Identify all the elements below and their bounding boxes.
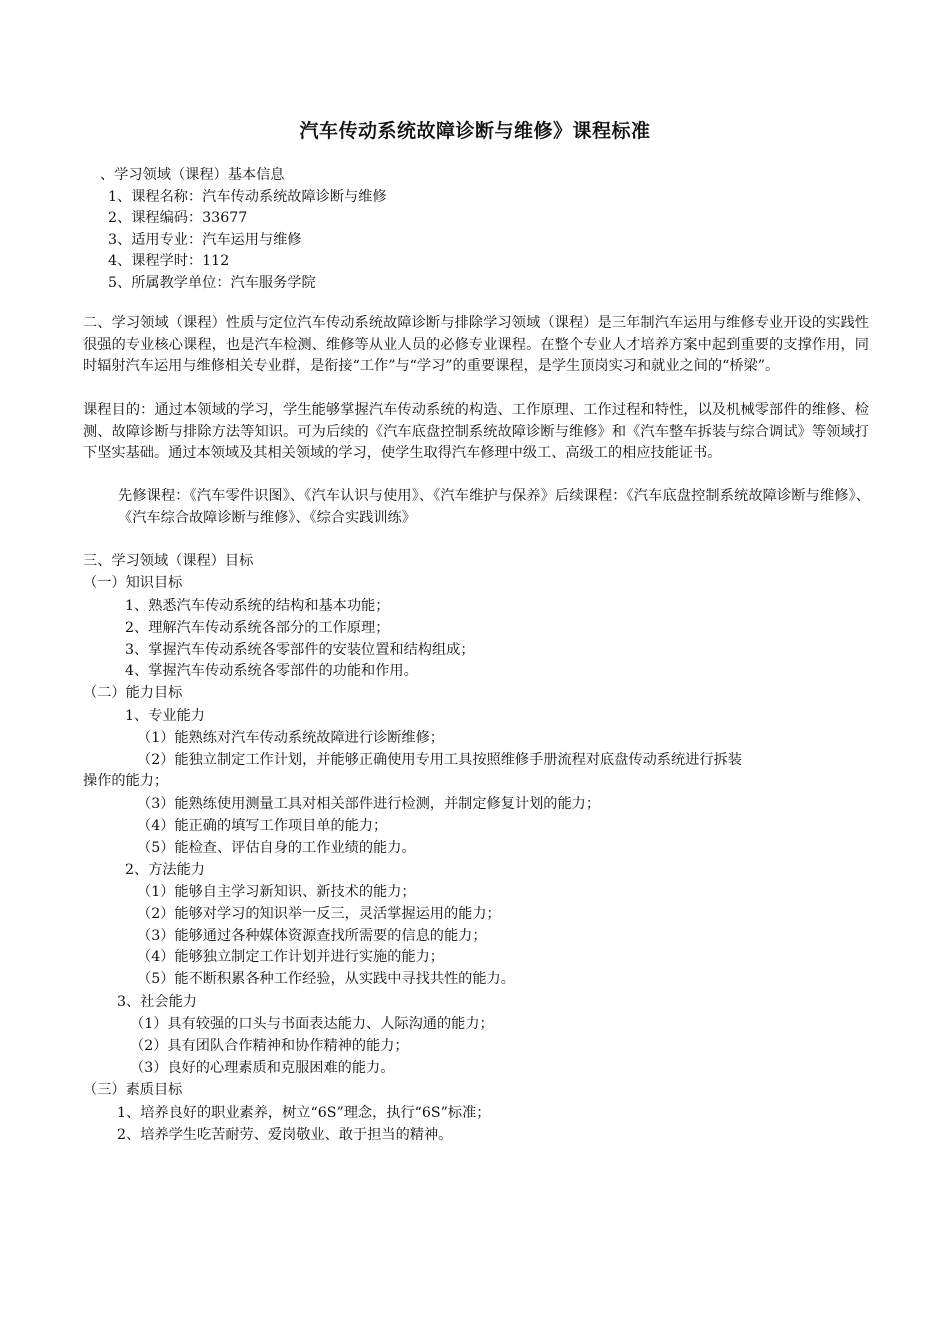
method-item-2: （2）能够对学习的知识举一反三，灵活掌握运用的能力；: [137, 906, 501, 922]
course-unit: 5、所属教学单位：汽车服务学院: [108, 275, 316, 291]
quality-item-2: 2、培养学生吃苦耐劳、爱岗敬业、敢于担当的精神。: [117, 1127, 453, 1143]
quality-heading: （三）素质目标: [83, 1082, 183, 1098]
knowledge-heading: （一）知识目标: [83, 575, 183, 591]
professional-item-2-continued: 操作的能力；: [83, 773, 169, 789]
professional-item-4: （4）能正确的填写工作项目单的能力；: [137, 818, 388, 834]
quality-item-1: 1、培养良好的职业素养，树立“6S”理念，执行“6S”标准；: [117, 1105, 491, 1121]
course-hours: 4、课程学时：112: [108, 253, 230, 269]
method-item-1: （1）能够自主学习新知识、新技术的能力；: [137, 884, 416, 900]
knowledge-item-3: 3、掌握汽车传动系统各零部件的安装位置和结构组成；: [125, 642, 475, 658]
section2-nature-paragraph: 二、学习领域（课程）性质与定位汽车传动系统故障诊断与排除学习领域（课程）是三年制汽车运用与维修专业开设的实践性很强的专业核心课程，也是汽车检测、维修等从业人员的必修专业课程。在整个专业人才培养方案中起到重要的支撑作用，同时辐射汽车运用与维修相关专业群，是衔接“工作”与“学习”的重要课程，是学生顶岗实习和就业之间的“桥梁”。: [83, 315, 869, 374]
method-item-5: （5）能不断积累各种工作经验，从实践中寻找共性的能力。: [137, 971, 515, 987]
knowledge-item-4: 4、掌握汽车传动系统各零部件的功能和作用。: [125, 663, 418, 679]
section1-heading: 、学习领域（课程）基本信息: [100, 167, 285, 183]
section2-purpose-paragraph: 课程目的：通过本领域的学习，学生能够掌握汽车传动系统的构造、工作原理、工作过程和特性，以及机械零部件的维修、检测、故障诊断与排除方法等知识。可为后续的《汽车底盘控制系统故障诊断与维修》和《汽车整车拆装与综合调试》等领域打下坚实基础。通过本领域及其相关领域的学习，使学生取得汽车修理中级工、高级工的相应技能证书。: [83, 402, 869, 461]
knowledge-item-1: 1、熟悉汽车传动系统的结构和基本功能；: [125, 598, 390, 614]
course-code: 2、课程编码：33677: [108, 210, 248, 226]
document-title: 汽车传动系统故障诊断与维修》课程标准: [299, 120, 651, 142]
method-item-4: （4）能够独立制定工作计划并进行实施的能力；: [137, 949, 444, 965]
ability-heading: （二）能力目标: [83, 685, 183, 701]
section2-prerequisite-paragraph: 先修课程：《汽车零件识图》、《汽车认识与使用》、《汽车维护与保养》后续课程：《汽车底盘控制系统故障诊断与维修》、《汽车综合故障诊断与维修》、《综合实践训练》: [118, 488, 870, 526]
knowledge-item-2: 2、理解汽车传动系统各部分的工作原理；: [125, 620, 390, 636]
professional-item-1: （1）能熟练对汽车传动系统故障进行诊断维修；: [137, 730, 444, 746]
course-major: 3、适用专业：汽车运用与维修: [108, 232, 302, 248]
social-ability-heading: 3、社会能力: [117, 994, 197, 1010]
professional-item-3: （3）能熟练使用测量工具对相关部件进行检测，并制定修复计划的能力；: [137, 796, 601, 812]
professional-ability-heading: 1、专业能力: [125, 708, 205, 724]
social-item-2: （2）具有团队合作精神和协作精神的能力；: [130, 1038, 409, 1054]
section3-heading: 三、学习领域（课程）目标: [83, 553, 254, 569]
method-item-3: （3）能够通过各种媒体资源查找所需要的信息的能力；: [137, 928, 487, 944]
professional-item-2: （2）能独立制定工作计划，并能够正确使用专用工具按照维修手册流程对底盘传动系统进行拆装: [137, 752, 742, 768]
social-item-1: （1）具有较强的口头与书面表达能力、人际沟通的能力；: [130, 1016, 494, 1032]
social-item-3: （3）良好的心理素质和克服困难的能力。: [130, 1060, 395, 1076]
professional-item-5: （5）能检查、评估自身的工作业绩的能力。: [137, 840, 416, 856]
course-name: 1、课程名称：汽车传动系统故障诊断与维修: [108, 189, 387, 205]
method-ability-heading: 2、方法能力: [125, 862, 205, 878]
